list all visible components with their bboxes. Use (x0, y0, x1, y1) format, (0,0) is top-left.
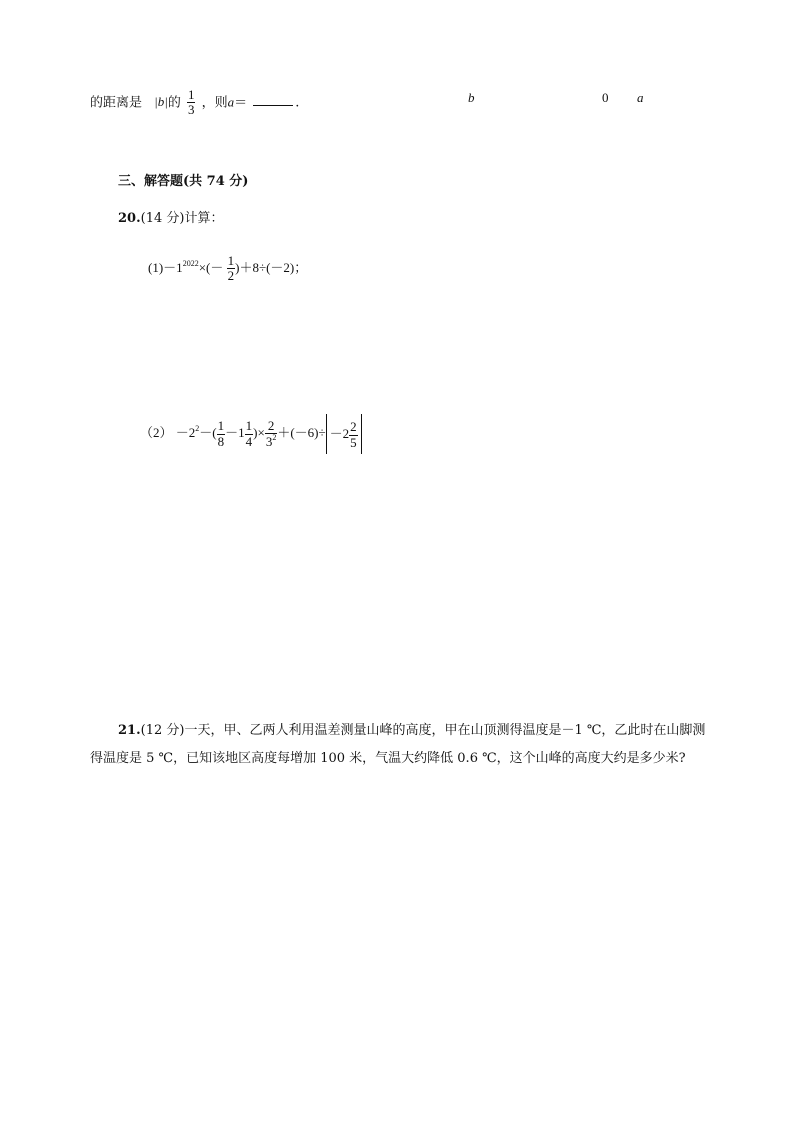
q20-p2-frac1 (217, 419, 226, 449)
q20-p2-frac3 (265, 419, 278, 450)
q19-var-a: a (227, 94, 235, 110)
q20-p2-abs-minus: －2 (329, 426, 350, 441)
q20-p2-f2-num: 1 (245, 418, 253, 434)
q20-p1-exp: 2022 (182, 258, 199, 268)
q20-p2-f4-num: 2 (350, 419, 357, 435)
q19-fraction (187, 88, 196, 118)
q21-points: (12 分) (140, 723, 185, 738)
q19-frac-den: 3 (187, 102, 195, 118)
q20-p1-label: (1) (148, 259, 164, 275)
numberline-label-a: a (637, 90, 644, 105)
numberline-label-0: 0 (602, 90, 609, 105)
section-title: 三、解答题(共 74 分) (118, 174, 249, 189)
q20-points: (14 分) (140, 211, 185, 226)
q20-p2-label: （2） (140, 424, 173, 440)
q20-p2-pre: －2 (175, 424, 196, 440)
q20-p2-frac2 (245, 419, 254, 449)
q20-number: 20. (118, 211, 141, 226)
q20-p2-f3-den-exp: 2 (272, 433, 277, 442)
q20-p1-mid: ×(－ (198, 259, 224, 275)
q19-tail-line (90, 88, 299, 118)
q20-part1-expression (148, 254, 307, 284)
q20-p2-f4-den: 5 (350, 434, 357, 450)
q19-text-a: 的距离是 (90, 95, 143, 111)
q19-answer-blank[interactable] (253, 95, 293, 106)
q21-paragraph (90, 717, 710, 773)
q20-part2-expression (140, 414, 362, 454)
q20-heading (118, 212, 223, 225)
q20-p1-frac-den: 2 (227, 268, 235, 284)
q19-period: . (295, 95, 300, 111)
q20-p2-f3-den (265, 433, 278, 449)
q20-p2-minus-one: －1 (225, 424, 245, 440)
q20-p1-pre: －1 (163, 259, 183, 275)
q21-number: 21. (118, 723, 141, 738)
q21-text: 一天，甲、乙两人利用温差测量山峰的高度，甲在山顶测得温度是－1 ℃，乙此时在山脚测得温度是 5 ℃，已知该地区高度每增加 100 米，气温大约降低 0.6 ℃，这个山峰的高度大约是多少米? (90, 723, 706, 766)
q20-p2-minus-open: －( (199, 424, 217, 440)
q20-p2-close-times: )× (253, 424, 265, 440)
q20-p2-absolute-value (326, 414, 362, 454)
q20-p2-f2-den: 4 (245, 433, 253, 449)
q19-abs-b: |b| (154, 94, 168, 110)
q20-p2-exp: 2 (195, 423, 200, 433)
q20-p2-plus-div: ＋(－6)÷ (277, 424, 326, 440)
q20-p2-f1-den: 8 (217, 433, 225, 449)
q20-p1-fraction (227, 254, 236, 284)
q19-text-c: ，则 (201, 95, 228, 111)
numberline-label-b: b (468, 90, 475, 105)
q20-p2-f3-num: 2 (267, 417, 275, 433)
q20-instruction: 计算： (184, 211, 224, 226)
q19-text-b: 的 (167, 95, 181, 111)
q20-p1-post: )＋8÷(－2)； (235, 259, 308, 275)
q20-p1-frac-num: 1 (227, 253, 235, 268)
q19-frac-num: 1 (187, 87, 195, 102)
q20-p2-f3-den-base: 3 (265, 434, 273, 449)
q19-eq: ＝ (234, 95, 248, 111)
q20-p2-frac4 (349, 420, 358, 450)
q20-p2-f1-num: 1 (217, 418, 225, 434)
